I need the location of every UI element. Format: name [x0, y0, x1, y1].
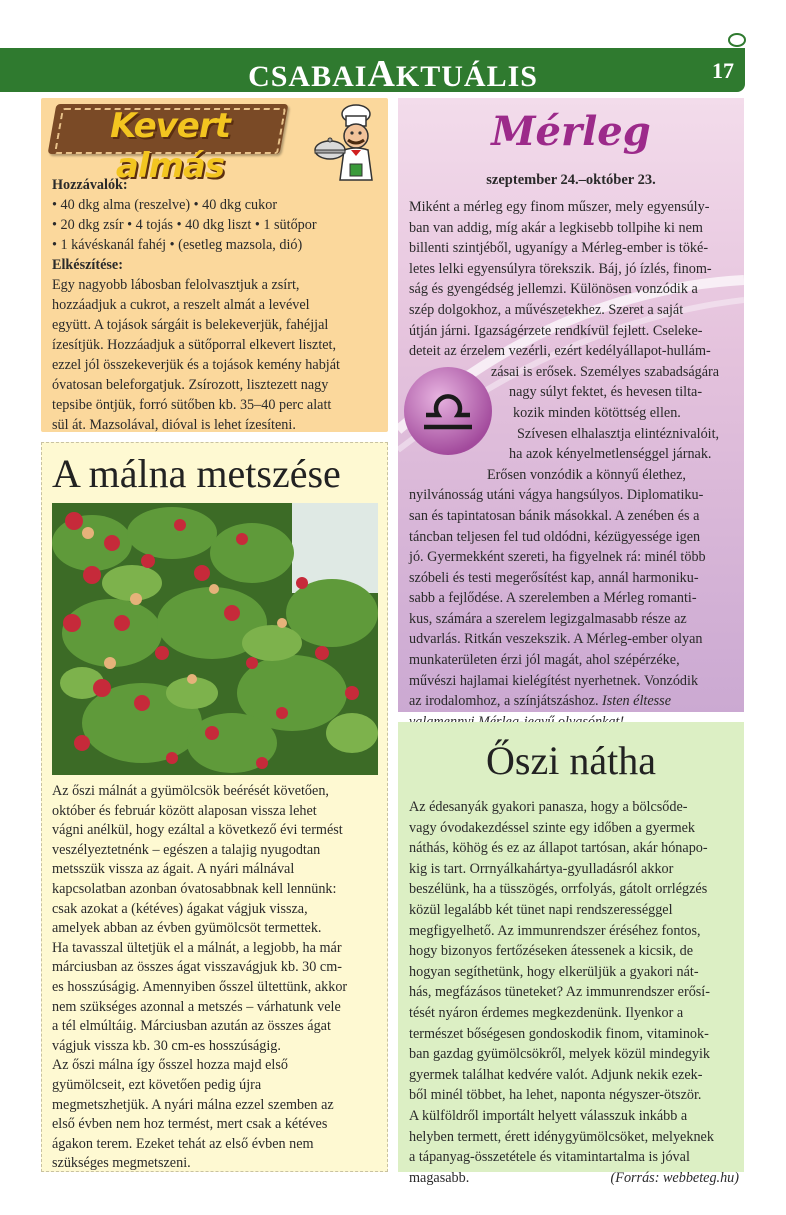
title-part-2: KTUÁLIS: [395, 60, 538, 93]
text-line: hogy bizonyos fertőzéseken átessenek a kicsik, de: [409, 943, 694, 960]
horoscope-date: szeptember 24.–október 23.: [486, 172, 656, 188]
title-initial: A: [367, 53, 396, 95]
text-line: vagy óvodakezdéssel szinte egy időben a gyermek: [409, 819, 696, 836]
text-line: a tél elmúltáig. Márciusban azután az összes ágat: [52, 1018, 331, 1035]
text-line: ban gazdag gyümölcsökről, melyek közül mindegyik: [409, 1046, 711, 1063]
text-line: vágni anélkül, hogy ezáltal a következő évi termést: [52, 822, 343, 839]
recipe-text: [52, 175, 382, 435]
chef-illustration-icon: [314, 104, 384, 184]
text-line: vágjuk vissza kb. 30 cm-es hosszúságig.: [52, 1037, 281, 1054]
method-line: óvatosan beleforgatjuk. Zsírozott, lisztezett nagy: [52, 377, 329, 393]
text-line: szóbeli és testi megerősítést kap, annál harmoniku-: [409, 569, 699, 586]
text-line: san és tapintatosan bánik másokkal. A zenében és a: [409, 507, 700, 524]
method-line: sül át. Mazsolával, dióval is lehet ízesíteni.: [52, 417, 296, 433]
text-line: hogyan segíthetünk, hogy elkerüljük a gyakori nát-: [409, 963, 699, 980]
horoscope-text: [409, 197, 740, 732]
method-line: ízesítjük. Hozzáadjuk a sütőporral elkevert lisztet,: [52, 337, 337, 353]
method-line: együtt. A tojások sárgáit is belekeverjük, fahéjjal: [52, 317, 329, 333]
text-line: kapcsolatban azonban óvatosabbnak kell lennünk:: [52, 880, 337, 897]
text-line: tését nyáron érdemes megkezdenünk. Ilyenkor a: [409, 1004, 684, 1021]
method-line: tepsibe öntjük, forró sütőben kb. 35–40 perc alatt: [52, 397, 332, 413]
text-line: gyermek találhat kedvére valót. Adjunk nekik ezek-: [409, 1066, 703, 1083]
ingredients-heading: Hozzávalók:: [52, 177, 128, 193]
recipe-title: Kevert almás: [110, 106, 230, 186]
page-number: 17: [712, 58, 734, 83]
text-line: zásai is erősek. Személyes szabadságára: [491, 363, 720, 380]
text-line: megfigyelhető. Az immunrendszer éréséhez fontos,: [409, 922, 701, 939]
ingredient-line: • 1 kávéskanál fahéj • (esetleg mazsola, dió): [52, 237, 303, 253]
method-line: Egy nagyobb lábosban felolvasztjuk a zsírt,: [52, 277, 300, 293]
text-line: szükséges megmetszeni.: [52, 1155, 191, 1172]
text-line: hás, megfázásos tüneteket? Az immunrendszer erősí-: [409, 984, 710, 1001]
text-line: táncban teljesen fel tud oldódni, kézügyessége igen: [409, 528, 701, 545]
text-line: metsszük vissza az ágait. A nyári málnával: [52, 861, 295, 878]
cold-article-title: Őszi nátha: [486, 738, 656, 783]
text-line: kig is tart. Orrnyálkahártya-gyulladásról akkor: [409, 860, 674, 877]
raspberry-article-title: A málna metszése: [52, 451, 341, 496]
text-line: első évben nem hoz termést, mert csak a kétéves: [52, 1116, 328, 1133]
horoscope-title: Mérleg: [491, 108, 651, 155]
ingredient-line: • 20 dkg zsír • 4 tojás • 40 dkg liszt • 1 sütőpor: [52, 217, 317, 233]
text-line: a tápanyag-összetétele és vitamintartalma is jóval: [409, 1149, 690, 1166]
text-line: ban van addig, míg akár a legkisebb tollpihe ki nem: [409, 219, 703, 236]
text-line: Az édesanyák gyakori panasza, hogy a bölcsőde-: [409, 799, 688, 815]
text-line: munkaterületen érzi jól magát, ahol szépérzéke,: [409, 652, 680, 669]
text-line: náthás, köhög és ez az állapot tartósan, akár hónapo-: [409, 840, 708, 857]
text-line: Szívesen elhalasztja elintéznivalóit,: [517, 425, 720, 442]
text-line: gyümölcseit, ezt követően pedig újra: [52, 1076, 262, 1093]
text-line: kozik minden kötöttség ellen.: [513, 404, 681, 421]
text-line: udvarlás. Ritkán veszekszik. A Mérleg-ember olyan: [409, 631, 703, 648]
text-line: megmetszhetjük. A nyári málna ezzel szemben az: [52, 1096, 334, 1113]
text-line: amelyek abban az évben gyümölcsöt termettek.: [52, 920, 322, 937]
text-line: Miként a mérleg egy finom műszer, mely egyensúly-: [409, 199, 710, 215]
text-line: es hosszúságig. Amennyiben ősszel ültettünk, akkor: [52, 978, 348, 995]
text-line: Ha tavasszal ültetjük el a málnát, a legjobb, ha már: [52, 939, 342, 956]
text-line: október és február között alaposan vissza lehet: [52, 802, 317, 819]
text-line: ha azok kényelmetlenséggel járnak.: [509, 446, 712, 463]
ingredient-line: • 40 dkg alma (reszelve) • 40 dkg cukor: [52, 197, 278, 213]
text-line: Az őszi málna így ősszel hozza majd első: [52, 1057, 288, 1074]
text-line: nem szükséges azonnal a metszés – várhatunk vele: [52, 998, 341, 1015]
text-line: az irodalomhoz, a színjátszáshoz.: [409, 693, 599, 710]
text-line: letes lelki egyensúlyra törekszik. Báj, jó ízlés, finom-: [409, 260, 712, 277]
text-line: csak azokat a (kétéves) ágakat vágjuk vissza,: [52, 900, 308, 917]
text-line-with-closing: [409, 691, 740, 712]
last-line: [409, 1168, 739, 1189]
text-line: jó. Gyermekként szereti, ha figyelnek rá: minél több: [409, 549, 706, 566]
text-line: billenti szintjéből, ugyanígy a Mérleg-ember is töké-: [409, 240, 709, 257]
raspberry-bush-photo: [52, 503, 378, 775]
text-line: veszélyeztetnénk – egészen a talajig nyugodtan: [52, 841, 321, 858]
text-line: közül legalább két tünet napi rendszerességgel: [409, 901, 673, 918]
text-line: sabb a fejlődése. A szerelemben a Mérleg romanti-: [409, 590, 697, 607]
text-line: útján járni. Igazságérzete rendkívül fejlett. Cseleke-: [409, 322, 703, 339]
text-line: ből minél többet, ha lehet, naponta négyszer-ötször.: [409, 1087, 702, 1104]
text-line: A külföldről importált helyett válasszuk inkább a: [409, 1107, 688, 1124]
text-line: nagy súlyt fektet, és hevesen tilta-: [509, 384, 703, 401]
method-line: hozzáadjuk a cukrot, a reszelt almát a levével: [52, 297, 310, 313]
text-line: ság és gyengédség jellemzi. Különösen vonzódik a: [409, 281, 698, 298]
text-line: Az őszi málnát a gyümölcsök beérését követően,: [52, 783, 329, 799]
source-credit: (Forrás: webbeteg.hu): [610, 1169, 739, 1186]
cold-article-text: [409, 797, 739, 1188]
text-line: Erősen vonzódik a könnyű élethez,: [487, 466, 686, 483]
swirl-ornament-icon: [728, 33, 746, 47]
text-line: kus, számára a szerelem legizgalmasabb része az: [409, 610, 687, 627]
raspberry-article-text: [52, 782, 384, 1174]
text-line: beszélünk, ha a tüsszögés, orrfolyás, gátolt orrlégzés: [409, 881, 708, 898]
method-line: ezzel jól összekeverjük és a tojások kemény habját: [52, 357, 340, 373]
text-line: szép dolgokhoz, a művészetekhez. Szeret a saját: [409, 301, 684, 318]
method-heading: Elkészítése:: [52, 257, 123, 273]
text-line: márciusban az összes ágat visszavágjuk kb. 30 cm-: [52, 959, 342, 976]
text-line: ágakon terem. Ezeket tehát az első évben nem: [52, 1135, 314, 1152]
text-line: természet bőségesen gondoskodik finom, vitaminok-: [409, 1025, 709, 1042]
text-line: magasabb.: [409, 1169, 470, 1186]
magazine-title: [0, 52, 786, 96]
text-line: nyilvánosság utáni vágya hangsúlyos. Diplomatiku-: [409, 487, 704, 504]
text-line: helyben termett, érett idénygyümölcsöket, melyeknek: [409, 1128, 714, 1145]
text-line: művészi hajlamai kielégítést nyerhetnek. Vonzódik: [409, 672, 699, 689]
closing-wish-start: Isten éltesse: [602, 693, 671, 710]
text-line: deteit az érzelem vezérli, ezért kedélyállapot-hullám-: [409, 343, 711, 360]
title-part-1: CSABAI: [248, 60, 368, 93]
